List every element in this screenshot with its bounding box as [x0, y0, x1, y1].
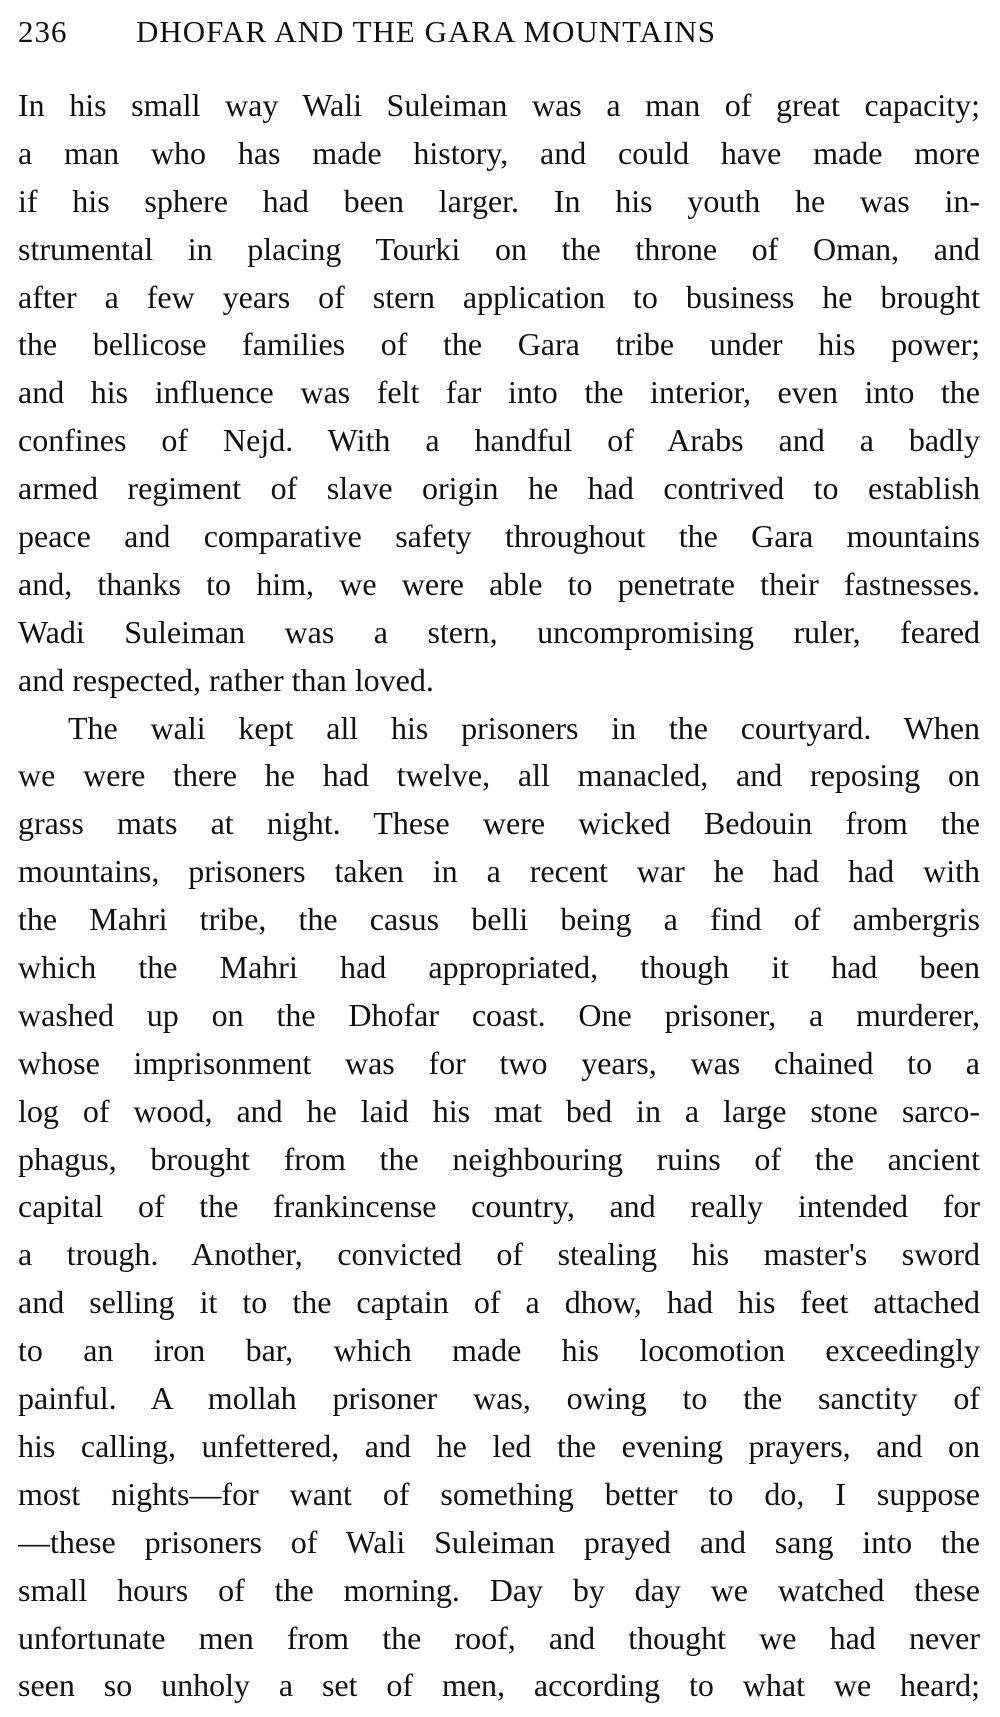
- text-line: capital of the frankincense country, and really intended for: [18, 1188, 980, 1225]
- text-line: unfortunate men from the roof, and thought we had never: [18, 1619, 980, 1656]
- text-line: the Mahri tribe, the casus belli being a find of ambergris: [18, 901, 980, 938]
- paragraph-start-line: The wali kept all his prisoners in the courtyard. When: [68, 709, 980, 746]
- text-line: after a few years of stern application to business he brought: [18, 278, 980, 315]
- text-line: strumental in placing Tourki on the throne of Oman, and: [18, 230, 980, 267]
- running-title: DHOFAR AND THE GARA MOUNTAINS: [136, 14, 716, 49]
- page-number: 236: [18, 14, 68, 49]
- text-line: armed regiment of slave origin he had contrived to establish: [18, 470, 980, 507]
- text-line: most nights—for want of something better to do, I suppose: [18, 1475, 980, 1512]
- text-line: grass mats at night. These were wicked Bedouin from the: [18, 805, 980, 842]
- text-line: painful. A mollah prisoner was, owing to the sanctity of: [18, 1380, 980, 1417]
- text-line: confines of Nejd. With a handful of Arabs and a badly: [18, 422, 980, 459]
- text-line: a trough. Another, convicted of stealing his master's sword: [18, 1236, 980, 1273]
- text-line: Wadi Suleiman was a stern, uncompromising ruler, feared: [18, 613, 980, 650]
- text-line: to an iron bar, which made his locomotion exceedingly: [18, 1332, 980, 1369]
- text-line: and selling it to the captain of a dhow, had his feet attached: [18, 1284, 980, 1321]
- text-line: and, thanks to him, we were able to penetrate their fastnesses.: [18, 565, 980, 602]
- text-line: his calling, unfettered, and he led the evening prayers, and on: [18, 1427, 980, 1464]
- text-line: a man who has made history, and could have made more: [18, 134, 980, 171]
- text-line: peace and comparative safety throughout the Gara mountains: [18, 518, 980, 555]
- text-line: phagus, brought from the neighbouring ruins of the ancient: [18, 1140, 980, 1177]
- text-line: the bellicose families of the Gara tribe under his power;: [18, 326, 980, 363]
- text-line: whose imprisonment was for two years, was chained to a: [18, 1044, 980, 1081]
- text-line: washed up on the Dhofar coast. One prisoner, a murderer,: [18, 996, 980, 1033]
- text-line: small hours of the morning. Day by day we watched these: [18, 1571, 980, 1608]
- body-text: [18, 82, 980, 1710]
- text-line: if his sphere had been larger. In his youth he was in-: [18, 182, 980, 219]
- text-line: In his small way Wali Suleiman was a man of great capacity;: [18, 87, 980, 123]
- text-line: log of wood, and he laid his mat bed in a large stone sarco-: [18, 1092, 980, 1129]
- text-line: we were there he had twelve, all manacled, and reposing on: [18, 757, 980, 794]
- text-line: mountains, prisoners taken in a recent war he had had with: [18, 853, 980, 890]
- paragraph-end-line: and respected, rather than loved.: [18, 661, 434, 698]
- text-line: seen so unholy a set of men, according to what we heard;: [18, 1667, 980, 1704]
- running-head: [18, 14, 978, 58]
- text-line: and his influence was felt far into the interior, even into the: [18, 374, 980, 411]
- text-line: —these prisoners of Wali Suleiman prayed and sang into the: [18, 1523, 980, 1560]
- text-line: which the Mahri had appropriated, though it had been: [18, 949, 980, 986]
